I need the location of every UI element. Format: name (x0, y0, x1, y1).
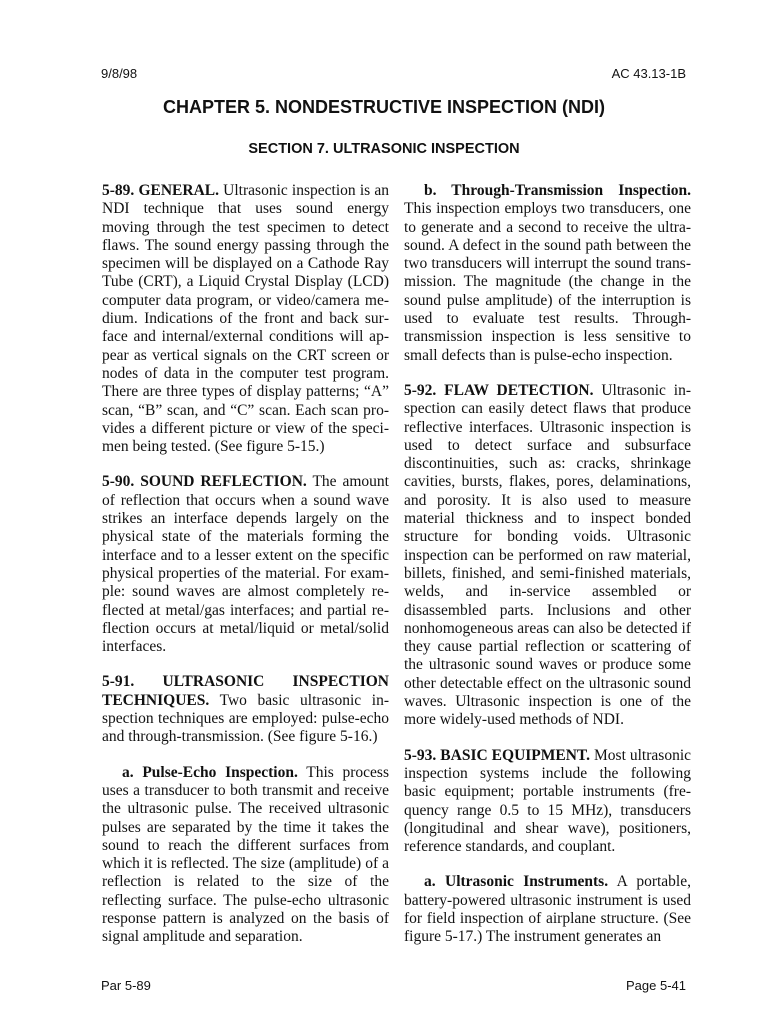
section-title: SECTION 7. ULTRASONIC INSPECTION (248, 141, 520, 157)
paragraph-text: Ultrasonic inspection can easily detect flaws that produce reflective interfaces. Ultrasonic inspection is used to detect surface and subsurface discontinuities, such as: cracks, shrinkage cavities, bursts, flakes, pores, delaminations, and porosity. It is also used to measure material thickness and to inspect bonded structure for bonding voids. Ultrasonic inspection can be performed on raw material, billets, finished, and semi-finished materials, welds, and in-service assembled or disassembled parts. Inclusions and other nonhomogeneous areas can also be detected if they cause partial reflection or scattering of the ultrasonic sound waves or produce some other detectable effect on the ultrasonic sound waves. Ultrasonic inspection is one of the more widely-used methods of NDI. (404, 381, 692, 729)
paragraph-heading: b. Through-Transmission Inspection. (424, 182, 691, 199)
header-date: 9/8/98 (101, 66, 138, 81)
paragraph-heading: 5-91. ULTRASONIC INSPECTION TECHNIQUES. (102, 673, 389, 709)
paragraph-5-92 (404, 382, 691, 730)
paragraph-text: This process uses a transducer to both transmit and receive the ultrasonic pulse. The received ultrasonic pulses are separated by the time it takes the sound to reach the different surfaces from which it is reflected. The size (amplitude) of a reflection is related to the size of the reflecting surface. The pulse-echo ultrasonic response pattern is analyzed on the basis of signal amplitude and separation. (102, 763, 389, 946)
paragraph-text: The amount of reflection that occurs when a sound wave strikes an interface depends largely on the physical state of the materials forming the interface and to a lesser extent on the specific physical properties of the material. For example: sound waves are almost completely reflected at metal/gas interfaces; and partial reflection occurs at metal/liquid or metal/solid interfaces. (102, 473, 389, 656)
paragraph-5-90 (102, 473, 389, 656)
paragraph-5-93 (404, 747, 691, 857)
paragraph-heading: a. Ultrasonic Instruments. (424, 873, 609, 891)
paragraph-heading: a. Pulse-Echo Inspection. (122, 763, 298, 781)
paragraph-5-91a (102, 764, 389, 947)
footer-page-number: Page 5-41 (626, 978, 686, 993)
paragraph-heading: 5-93. BASIC EQUIPMENT. (404, 746, 590, 764)
paragraph-text: A portable, battery-powered ultrasonic instrument is used for field inspection of airplane structure. (See figure 5-17.) The instrument generates an (404, 873, 691, 946)
paragraph-text: Ultrasonic inspection is an NDI technique that uses sound energy moving through the test specimen to detect flaws. The sound energy passing through the specimen will be displayed on a Cathode Ray Tube (CRT), a Liquid Crystal Display (LCD) computer data program, or video/camera medium. Indications of the front and back surface and internal/external conditions will appear as vertical signals on the CRT screen or nodes of data in the computer test program. There are three types of display patterns; “A” scan, “B” scan, and “C” scan. Each scan provides a different picture or view of the specimen being tested. (See figure 5-15.) (102, 182, 389, 456)
paragraph-text: This inspection employs two transducers, one to generate and a second to receive the ultrasound. A defect in the sound path between the two transducers will interrupt the sound transmission. The magnitude (the change in the sound pulse amplitude) of the interruption is used to evaluate test results. Through-transmission inspection is less sensitive to small defects than is pulse-echo inspection. (404, 200, 691, 364)
paragraph-5-93a (404, 873, 691, 946)
paragraph-heading: 5-90. SOUND REFLECTION. (102, 473, 307, 491)
right-column (404, 182, 691, 947)
paragraph-heading: 5-92. FLAW DETECTION. (404, 381, 594, 399)
left-column (102, 182, 389, 947)
header-doc-id: AC 43.13-1B (611, 66, 686, 81)
paragraph-text: Most ultrasonic inspection systems include the following basic equipment; portable instruments (frequency range 0.5 to 15 MHz), transducers (longitudinal and shear wave), positioners, reference standards, and couplant. (404, 746, 692, 856)
paragraph-5-91 (102, 673, 389, 746)
paragraph-5-91b (404, 182, 691, 365)
paragraph-5-89 (102, 182, 389, 456)
paragraph-text: Two basic ultrasonic inspection techniques are employed: pulse-echo and through-transmission. (See figure 5-16.) (102, 691, 389, 746)
chapter-title: CHAPTER 5. NONDESTRUCTIVE INSPECTION (NDI) (162, 97, 606, 117)
paragraph-heading: 5-89. GENERAL. (102, 182, 219, 199)
footer-paragraph-ref: Par 5-89 (101, 978, 151, 993)
